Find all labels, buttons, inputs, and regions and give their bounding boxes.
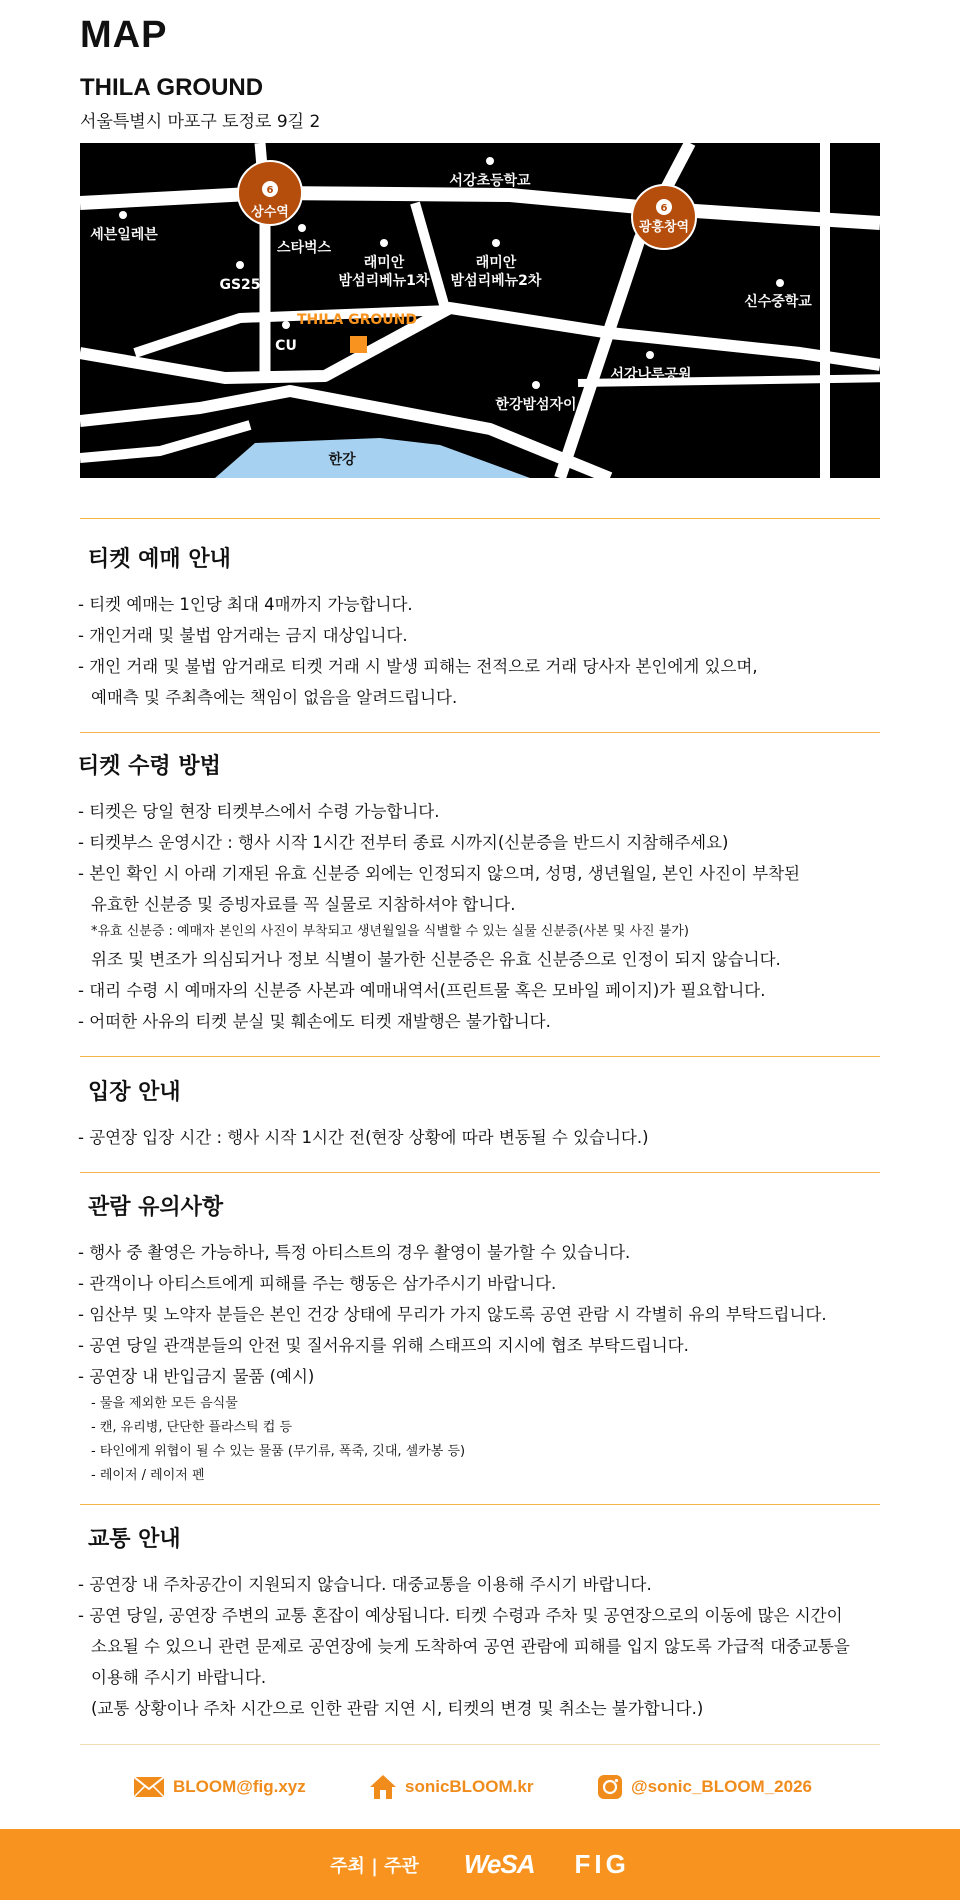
section-notice — [78, 1193, 898, 1488]
label-venue: THILA GROUND — [297, 312, 417, 328]
home-icon — [369, 1774, 397, 1800]
label-hangang-bamseom-xi: 한강밤섬자이 — [495, 397, 577, 413]
map-title: MAP — [80, 14, 168, 56]
contact-bar — [0, 1772, 960, 1802]
list-item: - 레이저 / 레이저 펜 — [91, 1468, 205, 1483]
list-item: - 개인 거래 및 불법 암거래로 티켓 거래 시 발생 피해는 전적으로 거래 당사자 본인에게 있으며, — [78, 657, 758, 676]
instagram-icon — [597, 1774, 623, 1800]
label-raemian2-a: 래미안 — [475, 255, 517, 271]
mail-icon — [133, 1776, 165, 1798]
list-item: - 공연장 내 반입금지 물품 (예시) — [78, 1367, 315, 1386]
station1-label: 상수역 — [251, 205, 289, 220]
station-sangsu — [238, 161, 302, 225]
section-ticket-title: 티켓 예매 안내 — [88, 547, 231, 572]
section-pickup — [78, 752, 898, 1037]
label-gs25: GS25 — [219, 277, 261, 293]
list-item: - 공연장 내 주차공간이 지원되지 않습니다. 대중교통을 이용해 주시기 바랍니다. — [78, 1575, 652, 1594]
station2-label: 광흥창역 — [638, 220, 690, 235]
section-transport — [78, 1525, 898, 1724]
label-seogang-elementary: 서강초등학교 — [449, 173, 531, 189]
instagram-link[interactable] — [597, 1772, 812, 1802]
list-item: - 티켓은 당일 현장 티켓부스에서 수령 가능합니다. — [78, 802, 440, 821]
section-ticket — [78, 545, 898, 713]
footer-bar — [0, 1829, 960, 1900]
list-item: (교통 상황이나 주차 시간으로 인한 관람 지연 시, 티켓의 변경 및 취소는 불가합니다.) — [91, 1699, 704, 1718]
list-item: - 공연장 입장 시간 : 행사 시작 1시간 전(현장 상황에 따라 변동될 수 있습니다.) — [78, 1128, 649, 1147]
list-item: - 본인 확인 시 아래 기재된 유효 신분증 외에는 인정되지 않으며, 성명, 생년월일, 본인 사진이 부착된 — [78, 864, 800, 883]
label-starbucks: 스타벅스 — [276, 240, 332, 256]
divider — [80, 1744, 880, 1745]
homepage-link[interactable] — [369, 1772, 533, 1802]
station-gwangheungchang — [632, 185, 696, 249]
label-raemian1-a: 래미안 — [363, 255, 405, 271]
divider — [80, 518, 880, 519]
list-item: - 어떠한 사유의 티켓 분실 및 훼손에도 티켓 재발행은 불가합니다. — [78, 1012, 551, 1031]
list-item: - 대리 수령 시 예매자의 신분증 사본과 예매내역서(프린트물 혹은 모바일 페이지)가 필요합니다. — [78, 981, 766, 1000]
label-raemian1-b: 밤섬리베뉴1차 — [338, 273, 430, 289]
list-item: - 물을 제외한 모든 음식물 — [91, 1396, 238, 1411]
divider — [80, 1056, 880, 1057]
list-item: 소요될 수 있으니 관련 문제로 공연장에 늦게 도착하여 공연 관람에 피해를 입지 않도록 가급적 대중교통을 — [91, 1637, 850, 1656]
list-item: - 개인거래 및 불법 암거래는 금지 대상입니다. — [78, 626, 408, 645]
venue-address: 서울특별시 마포구 토정로 9길 2 — [80, 112, 321, 132]
list-item: - 티켓부스 운영시간 : 행사 시작 1시간 전부터 종료 시까지(신분증을 반드시 지참해주세요) — [78, 833, 729, 852]
homepage-text: sonicBLOOM.kr — [405, 1777, 534, 1796]
divider — [80, 732, 880, 733]
list-item: - 티켓 예매는 1인당 최대 4매까지 가능합니다. — [78, 595, 413, 614]
venue-name: THILA GROUND — [80, 74, 264, 101]
list-item: 유효한 신분증 및 증빙자료를 꼭 실물로 지참하셔야 합니다. — [91, 895, 516, 914]
section-entry — [78, 1078, 898, 1153]
list-item: - 임산부 및 노약자 분들은 본인 건강 상태에 무리가 가지 않도록 공연 관람 시 각별히 유의 부탁드립니다. — [78, 1305, 827, 1324]
list-item: *유효 신분증 : 예매자 본인의 사진이 부착되고 생년월일을 식별할 수 있는 실물 신분증(사본 및 사진 불가) — [91, 924, 689, 939]
fig-logo: FIG — [574, 1849, 630, 1879]
location-map — [80, 143, 880, 478]
venue-marker — [350, 336, 367, 353]
list-item: - 관객이나 아티스트에게 피해를 주는 행동은 삼가주시기 바랍니다. — [78, 1274, 557, 1293]
divider — [80, 1172, 880, 1173]
host-label: 주최 | 주관 — [330, 1855, 419, 1877]
label-seven-eleven: 세븐일레븐 — [90, 227, 158, 243]
divider — [80, 1504, 880, 1505]
label-han-river: 한강 — [328, 452, 356, 468]
section-transport-title: 교통 안내 — [88, 1527, 181, 1552]
list-item: - 공연 당일, 공연장 주변의 교통 혼잡이 예상됩니다. 티켓 수령과 주차 및 공연장으로의 이동에 많은 시간이 — [78, 1606, 843, 1625]
email-text: BLOOM@fig.xyz — [173, 1777, 306, 1796]
section-entry-title: 입장 안내 — [88, 1080, 181, 1105]
label-cu: CU — [275, 338, 297, 354]
list-item: - 행사 중 촬영은 가능하나, 특정 아티스트의 경우 촬영이 불가할 수 있습니다. — [78, 1243, 631, 1262]
label-seogang-naru-park: 서강나루공원 — [610, 367, 692, 383]
list-item: 예매측 및 주최측에는 책임이 없음을 알려드립니다. — [91, 688, 458, 707]
station1-line-label: 6 — [266, 185, 274, 196]
label-raemian2-b: 밤섬리베뉴2차 — [450, 273, 542, 289]
instagram-text: @sonic_BLOOM_2026 — [631, 1777, 812, 1796]
station2-line-label: 6 — [660, 203, 668, 214]
list-item: - 캔, 유리병, 단단한 플라스틱 컵 등 — [91, 1420, 293, 1435]
section-notice-title: 관람 유의사항 — [88, 1195, 224, 1220]
email-link[interactable] — [133, 1772, 306, 1802]
list-item: - 공연 당일 관객분들의 안전 및 질서유지를 위해 스태프의 지시에 협조 부탁드립니다. — [78, 1336, 689, 1355]
list-item: 위조 및 변조가 의심되거나 정보 식별이 불가한 신분증은 유효 신분증으로 인정이 되지 않습니다. — [91, 950, 781, 969]
wesa-logo: WeSA — [463, 1849, 535, 1879]
list-item: - 타인에게 위협이 될 수 있는 물품 (무기류, 폭죽, 깃대, 셀카봉 등) — [91, 1444, 466, 1459]
label-sinsu-middle: 신수중학교 — [744, 294, 812, 310]
list-item: 이용해 주시기 바랍니다. — [91, 1668, 267, 1687]
section-pickup-title: 티켓 수령 방법 — [78, 754, 221, 779]
